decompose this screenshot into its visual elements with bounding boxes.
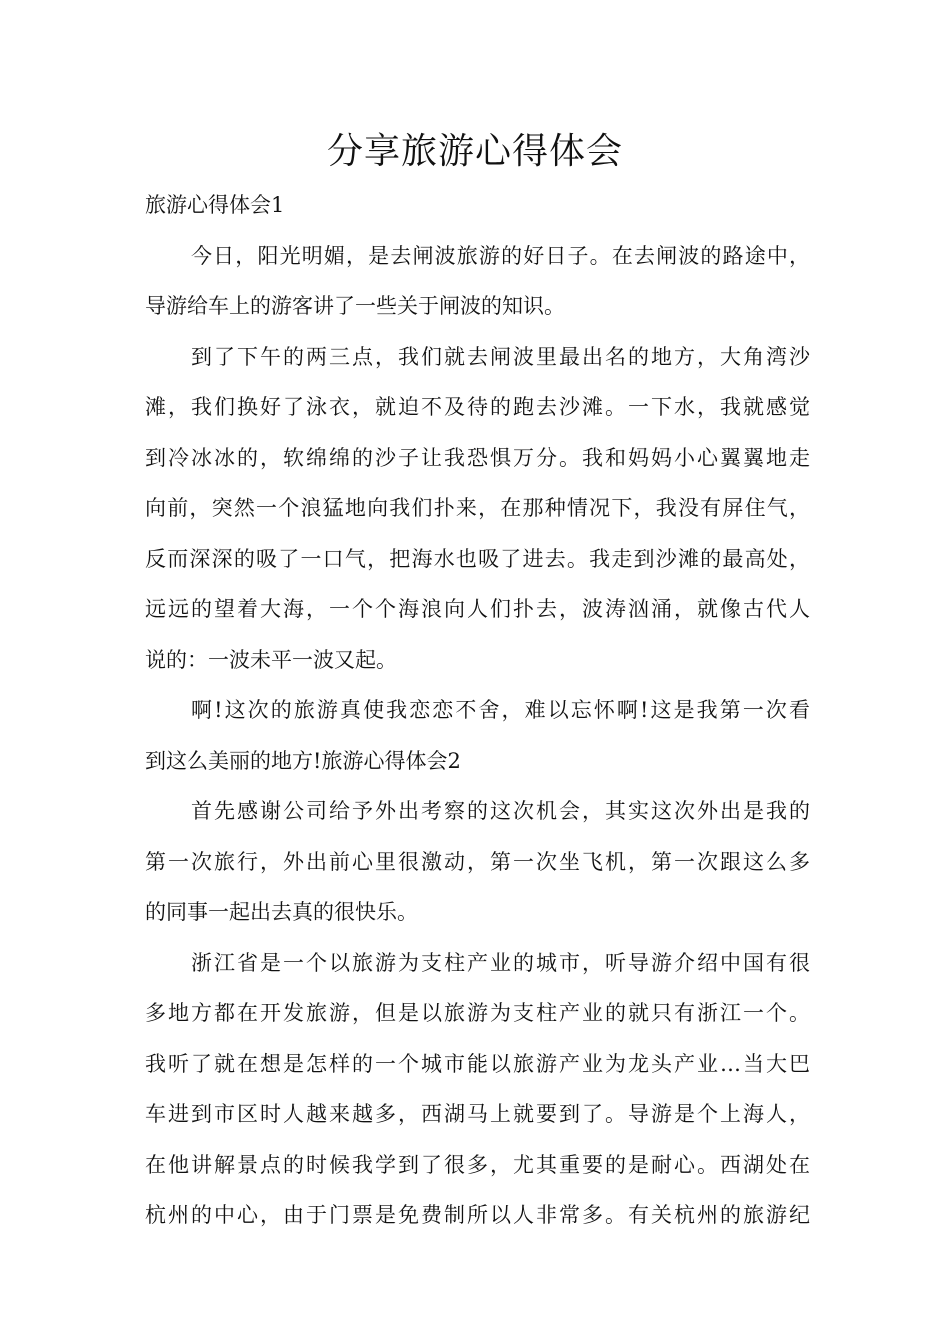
text-line: 车进到市区时人越来越多，西湖马上就要到了。导游是个上海人， bbox=[145, 1102, 810, 1126]
text-line: 在他讲解景点的时候我学到了很多，尤其重要的是耐心。西湖处在 bbox=[145, 1152, 810, 1177]
text-line: 多地方都在开发旅游，但是以旅游为支柱产业的就只有浙江一个。 bbox=[145, 1001, 810, 1025]
text-line: 反而深深的吸了一口气，把海水也吸了进去。我走到沙滩的最高处， bbox=[145, 546, 810, 571]
text-line: 到了下午的两三点，我们就去闸波里最出名的地方，大角湾沙 bbox=[191, 344, 810, 369]
text-line: 我听了就在想是怎样的一个城市能以旅游产业为龙头产业…当大巴 bbox=[145, 1051, 810, 1076]
text-line: 第一次旅行，外出前心里很激动，第一次坐飞机，第一次跟这么多 bbox=[145, 849, 810, 874]
text-line: 杭州的中心，由于门票是免费制所以人非常多。有关杭州的旅游纪 bbox=[145, 1203, 810, 1227]
text-line: 导游给车上的游客讲了一些关于闸波的知识。 bbox=[145, 294, 565, 318]
document-title: 分享旅游心得体会 bbox=[326, 131, 623, 172]
text-line: 啊!这次的旅游真使我恋恋不舍，难以忘怀啊!这是我第一次看 bbox=[191, 698, 810, 722]
text-line: 远远的望着大海，一个个海浪向人们扑去，波涛汹涌，就像古代人 bbox=[145, 597, 810, 621]
text-line: 说的：一波未平一波又起。 bbox=[145, 647, 397, 672]
text-line: 今日，阳光明媚，是去闸波旅游的好日子。在去闸波的路途中， bbox=[191, 243, 810, 268]
document-body bbox=[145, 180, 810, 1241]
text-line: 向前，突然一个浪猛地向我们扑来，在那种情况下，我没有屏住气， bbox=[145, 496, 810, 520]
text-line: 到这么美丽的地方!旅游心得体会2 bbox=[145, 748, 461, 773]
text-line: 浙江省是一个以旅游为支柱产业的城市，听导游介绍中国有很 bbox=[191, 950, 810, 975]
text-line: 的同事一起出去真的很快乐。 bbox=[145, 900, 418, 924]
text-line: 首先感谢公司给予外出考察的这次机会，其实这次外出是我的 bbox=[191, 799, 810, 823]
text-line: 滩，我们换好了泳衣，就迫不及待的跑去沙滩。一下水，我就感觉 bbox=[145, 395, 810, 419]
text-line: 旅游心得体会1 bbox=[145, 193, 285, 217]
text-line: 到冷冰冰的，软绵绵的沙子让我恐惧万分。我和妈妈小心翼翼地走 bbox=[145, 445, 810, 470]
